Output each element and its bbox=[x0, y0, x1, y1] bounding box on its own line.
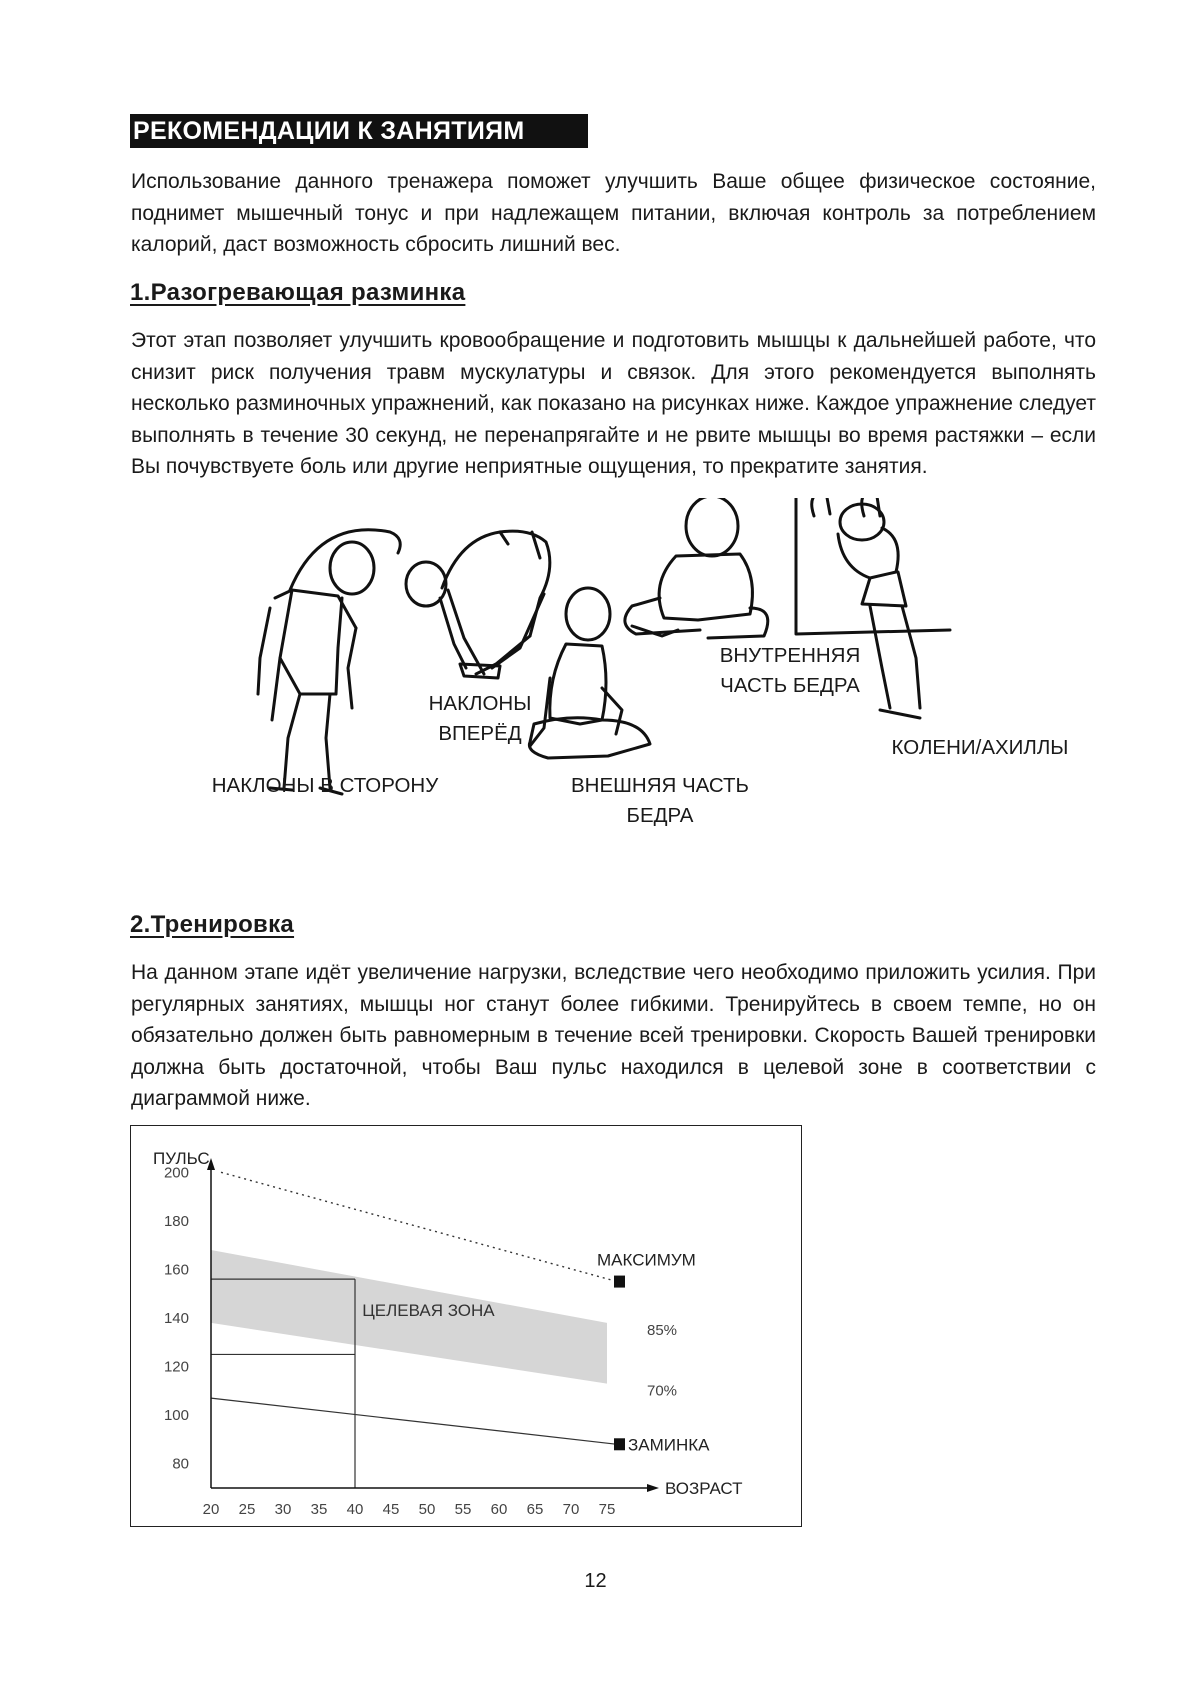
caption-forward-bends-line2: ВПЕРЁД bbox=[438, 722, 522, 745]
percent-70-label: 70% bbox=[647, 1382, 678, 1400]
caption-outer-thigh-line2: БЕДРА bbox=[626, 804, 694, 827]
forward-bend-figure bbox=[406, 531, 550, 678]
x-tick-label: 60 bbox=[490, 1501, 508, 1518]
caption-knees-achilles: КОЛЕНИ/АХИЛЛЫ bbox=[891, 736, 1069, 759]
x-tick-label: 20 bbox=[202, 1501, 220, 1518]
target-zone-label: ЦЕЛЕВАЯ ЗОНА bbox=[362, 1301, 495, 1320]
page-title: РЕКОМЕНДАЦИИ К ЗАНЯТИЯМ bbox=[130, 114, 588, 148]
caption-forward-bends-line1: НАКЛОНЫ bbox=[428, 692, 532, 715]
x-axis-label: ВОЗРАСТ bbox=[665, 1479, 743, 1498]
warmup-paragraph: Этот этап позволяет улучшить кровообращение и подготовить мышцы к дальнейшей работе, что снизит риск получения травм мускулатуры и связок. Для этого рекомендуется выполнять несколько разминочных упражнений, как показано на рисунках ниже. Каждое упражнение следует выполнять в течение 30 секунд, не перенапрягайте и не рвите мышцы во время растяжки – если Вы почувствуете боль или другие неприятные ощущения, то прекратите занятия. bbox=[131, 329, 1096, 478]
intro-paragraph: Использование данного тренажера поможет улучшить Ваше общее физическое состояние, поднимет мышечный тонус и при надлежащем питании, включая контроль за потреблением калорий, даст возможность сбросить лишний вес. bbox=[131, 170, 1096, 256]
cooldown-line bbox=[211, 1398, 617, 1444]
heart-rate-chart-frame bbox=[130, 1125, 802, 1527]
heart-rate-chart bbox=[131, 1126, 800, 1525]
x-tick-label: 55 bbox=[454, 1501, 472, 1518]
caption-outer-thigh-line1: ВНЕШНЯЯ ЧАСТЬ bbox=[570, 774, 750, 797]
max-marker bbox=[614, 1276, 625, 1288]
x-tick-label: 65 bbox=[526, 1501, 544, 1518]
x-tick-labels bbox=[203, 1501, 616, 1518]
y-tick-label: 200 bbox=[163, 1164, 189, 1182]
x-tick-label: 40 bbox=[346, 1501, 364, 1518]
x-axis-arrow bbox=[647, 1484, 659, 1492]
y-tick-label: 140 bbox=[163, 1310, 189, 1327]
y-tick-label: 180 bbox=[163, 1212, 189, 1230]
y-tick-label: 80 bbox=[172, 1455, 189, 1473]
caption-side-bends: НАКЛОНЫ В СТОРОНУ bbox=[211, 774, 439, 797]
cooldown-label: ЗАМИНКА bbox=[628, 1435, 710, 1455]
x-tick-label: 45 bbox=[382, 1501, 400, 1518]
x-tick-label: 30 bbox=[274, 1501, 292, 1518]
max-label: МАКСИМУМ bbox=[597, 1250, 696, 1270]
training-heading: 2.Тренировка bbox=[130, 911, 295, 938]
y-axis-label: ПУЛЬС bbox=[153, 1149, 210, 1168]
percent-85-label: 85% bbox=[647, 1321, 678, 1339]
y-tick-labels bbox=[164, 1164, 189, 1472]
side-bend-figure bbox=[258, 530, 400, 794]
x-tick-label: 50 bbox=[418, 1501, 436, 1518]
cooldown-marker bbox=[614, 1438, 625, 1450]
caption-inner-thigh-line2: ЧАСТЬ БЕДРА bbox=[720, 674, 860, 697]
x-tick-label: 70 bbox=[562, 1501, 580, 1518]
caption-inner-thigh-line1: ВНУТРЕННЯЯ bbox=[719, 644, 861, 667]
y-tick-label: 160 bbox=[163, 1261, 189, 1279]
x-tick-label: 25 bbox=[238, 1501, 256, 1518]
x-tick-label: 35 bbox=[310, 1501, 328, 1518]
y-tick-label: 120 bbox=[163, 1358, 189, 1376]
warmup-heading: 1.Разогревающая разминка bbox=[130, 279, 466, 306]
page-number: 12 bbox=[584, 1570, 607, 1592]
training-paragraph: На данном этапе идёт увеличение нагрузки, вследствие чего необходимо приложить усилия. При регулярных занятиях, мышцы ног станут более гибкими. Тренируйтесь в своем темпе, но он обязательно должен быть равномерным в течение всей тренировки. Скорость Вашей тренировки должна быть достаточной, чтобы Ваш пульс находился в целевой зоне в соответствии с диаграммой ниже. bbox=[131, 961, 1096, 1110]
inner-thigh-figure bbox=[625, 498, 768, 638]
y-tick-label: 100 bbox=[163, 1407, 189, 1425]
x-tick-label: 75 bbox=[598, 1501, 616, 1518]
